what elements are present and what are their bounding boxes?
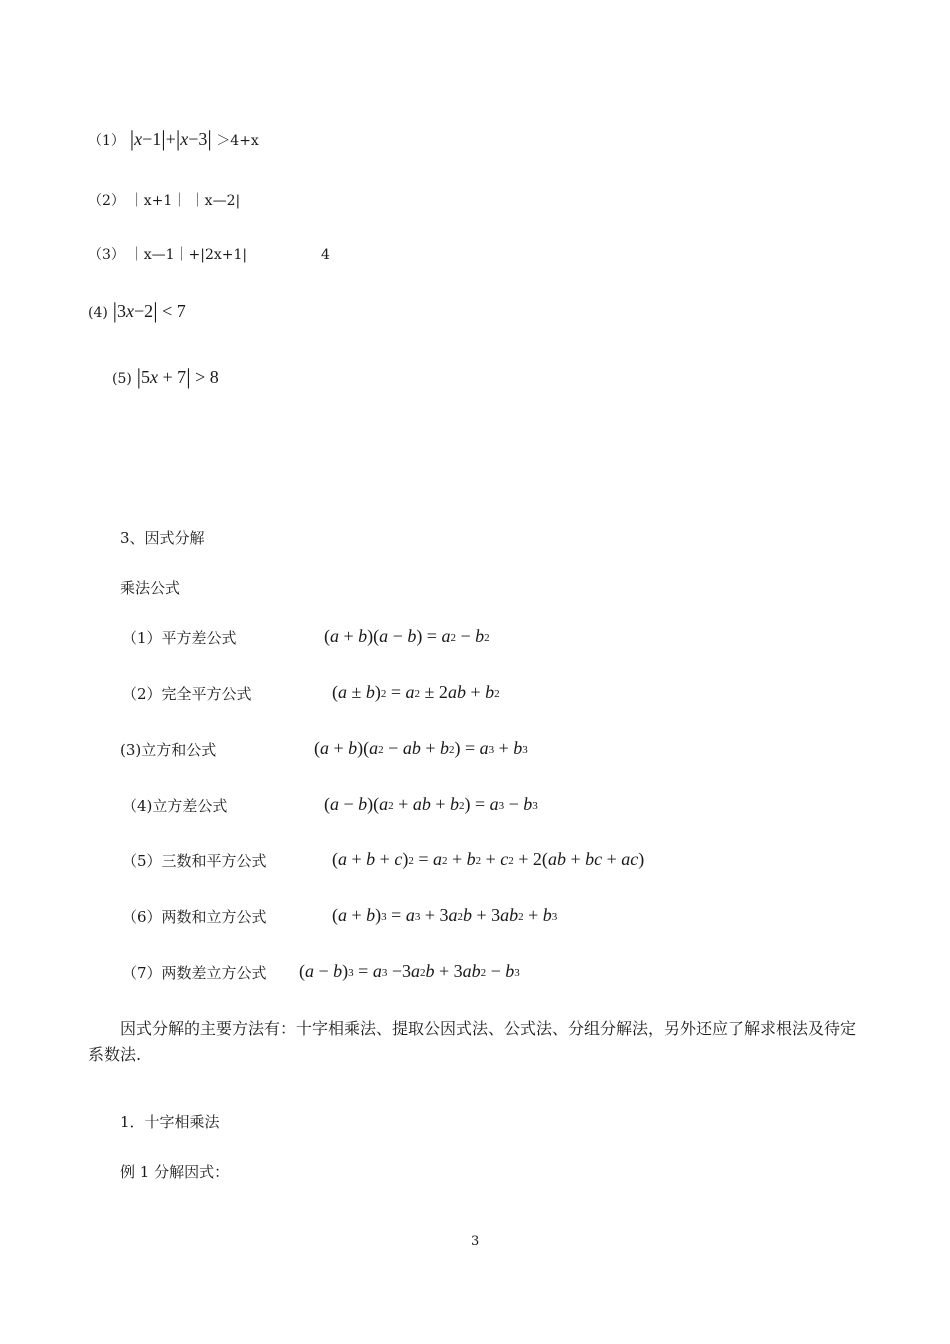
formula-3-label: (3)立方和公式 bbox=[120, 741, 217, 759]
formula-2-expression: (a ± b)2 = a2 ± 2ab + b2 bbox=[332, 682, 500, 702]
inequality-1-label: （1） bbox=[88, 133, 125, 149]
page-number: 3 bbox=[471, 1234, 480, 1249]
formula-2-label: （2）完全平方公式 bbox=[122, 685, 252, 703]
inequality-1-expression: |x−1|+|x−3| bbox=[129, 126, 212, 151]
inequality-3-expression: ｜x—1｜+|2x+1| bbox=[129, 247, 248, 263]
inequality-5-expression: |5x + 7| > 8 bbox=[136, 364, 219, 389]
inequality-3-right-value: 4 bbox=[321, 247, 330, 263]
inequality-5 bbox=[112, 366, 219, 389]
formula-5-expression: (a + b + c)2 = a2 + b2 + c2 + 2(ab + bc + ac) bbox=[332, 849, 645, 869]
inequality-3-label: （3） bbox=[88, 247, 125, 263]
formula-4-label: （4)立方差公式 bbox=[122, 797, 228, 815]
inequality-5-label: (5) bbox=[112, 371, 132, 387]
formula-7-expression: (a − b)3 = a3 −3a2b + 3ab2 − b3 bbox=[299, 961, 520, 981]
section-heading: 3、因式分解 bbox=[120, 529, 205, 547]
inequality-2-label: （2） bbox=[88, 193, 125, 209]
formula-7-label: （7）两数差立方公式 bbox=[122, 964, 267, 982]
formula-4-expression: (a − b)(a2 + ab + b2) = a3 − b3 bbox=[324, 794, 538, 814]
inequality-3 bbox=[88, 244, 247, 265]
inequality-4-label: (4) bbox=[88, 305, 108, 321]
formula-3-expression: (a + b)(a2 − ab + b2) = a3 + b3 bbox=[314, 738, 528, 758]
inequality-4-expression: |3x−2| < 7 bbox=[112, 298, 186, 323]
inequality-1-rest: ＞4+x bbox=[216, 133, 259, 149]
inequality-2-expression: ｜x+1｜ ｜x—2| bbox=[129, 193, 241, 209]
method-1-heading: 1．十字相乘法 bbox=[120, 1113, 220, 1131]
example-1-heading: 例 1 分解因式： bbox=[120, 1163, 230, 1181]
formula-6-expression: (a + b)3 = a3 + 3a2b + 3ab2 + b3 bbox=[332, 905, 558, 925]
inequality-4 bbox=[88, 300, 186, 323]
inequality-1 bbox=[88, 128, 259, 151]
formula-1-expression: (a + b)(a − b) = a2 − b2 bbox=[324, 626, 490, 646]
formula-5-label: （5）三数和平方公式 bbox=[122, 852, 267, 870]
inequality-2 bbox=[88, 190, 240, 211]
formula-6-label: （6）两数和立方公式 bbox=[122, 908, 267, 926]
formula-1-label: （1）平方差公式 bbox=[122, 629, 237, 647]
section-subheading: 乘法公式 bbox=[120, 579, 181, 597]
methods-paragraph: 因式分解的主要方法有：十字相乘法、提取公因式法、公式法、分组分解法，另外还应了解求根法及待定系数法. bbox=[88, 1019, 857, 1064]
